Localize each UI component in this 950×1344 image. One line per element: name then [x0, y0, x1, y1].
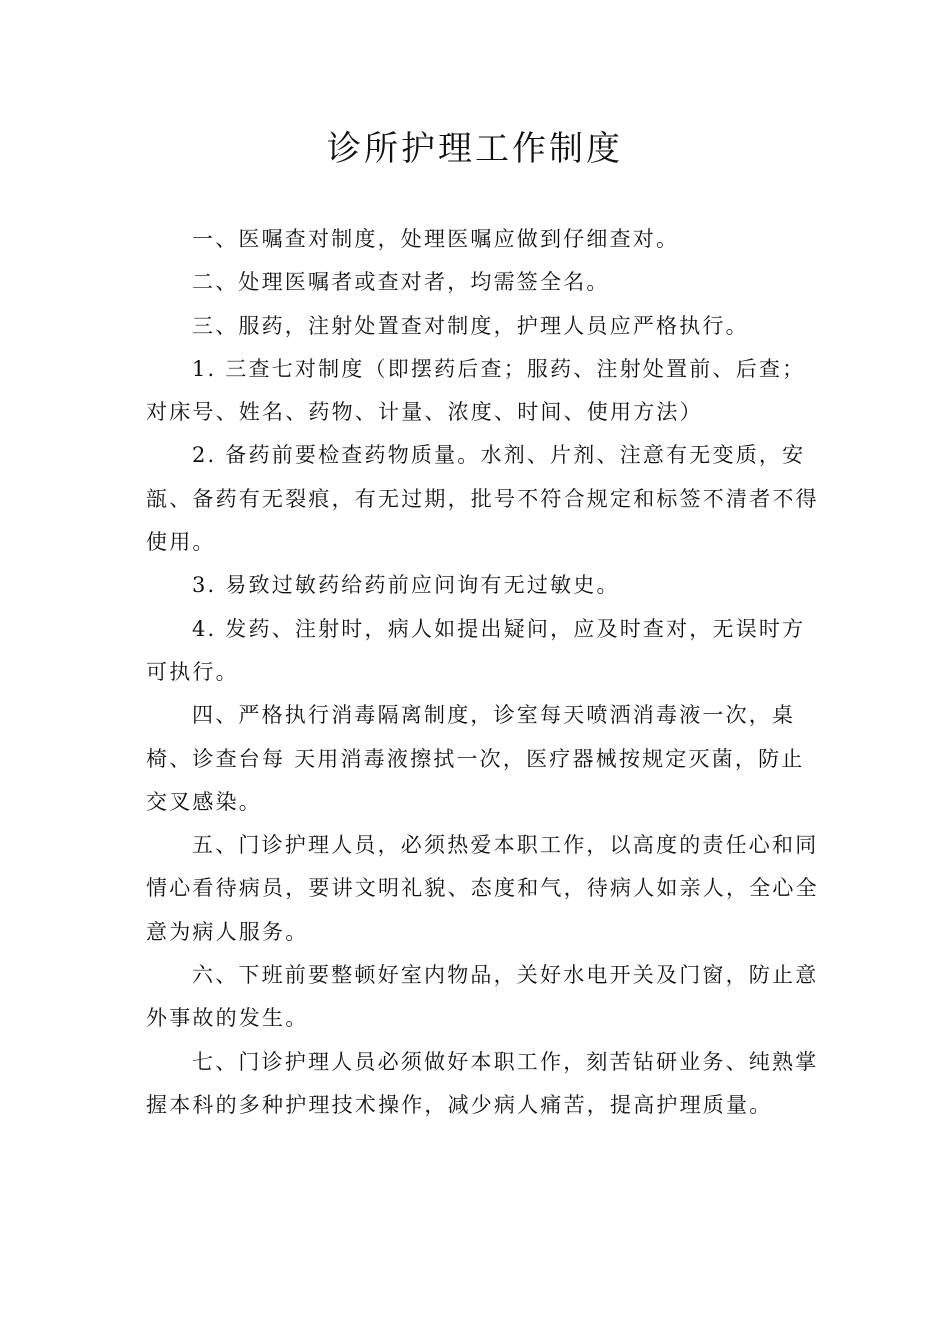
paragraph-3-item-1: 1. 三查七对制度（即摆药后查；服药、注射处置前、后查；对床号、姓名、药物、计量、浓度、时间、使用方法）	[146, 356, 806, 425]
document-title: 诊所护理工作制度	[327, 129, 623, 169]
paragraph-1: 一、医嘱查对制度，处理医嘱应做到仔细查对。	[192, 227, 680, 251]
paragraph-2: 二、处理医嘱者或查对者，均需签全名。	[192, 270, 610, 295]
paragraph-4: 四、严格执行消毒隔离制度，诊室每天喷洒消毒液一次，桌椅、诊查台每 天用消毒液擦拭一次，医疗器械按规定灭菌，防止交叉感染。	[146, 703, 805, 814]
document-body	[146, 218, 826, 1127]
paragraph-3-item-2: 2. 备药前要检查药物质量。水剂、片剂、注意有无变质，安瓿、备药有无裂痕，有无过期，批号不符合规定和标签不清者不得使用。	[146, 443, 819, 555]
paragraph-7: 七、门诊护理人员必须做好本职工作，刻苦钻研业务、纯熟掌握本科的多种护理技术操作，减少病人痛苦，提高护理质量。	[146, 1049, 819, 1117]
paragraph-3-item-3: 3. 易致过敏药给药前应问询有无过敏史。	[192, 573, 620, 598]
paragraph-6: 六、下班前要整顿好室内物品，关好水电开关及门窗，防止意外事故的发生。	[146, 963, 819, 1031]
paragraph-3-item-4: 4. 发药、注射时，病人如提出疑问，应及时查对，无误时方可执行。	[146, 616, 806, 684]
paragraph-5: 五、门诊护理人员，必须热爱本职工作，以高度的责任心和同情心看待病员，要讲文明礼貌、态度和气，待病人如亲人，全心全意为病人服务。	[146, 833, 819, 944]
paragraph-3: 三、服药，注射处置查对制度，护理人员应严格执行。	[192, 313, 749, 338]
